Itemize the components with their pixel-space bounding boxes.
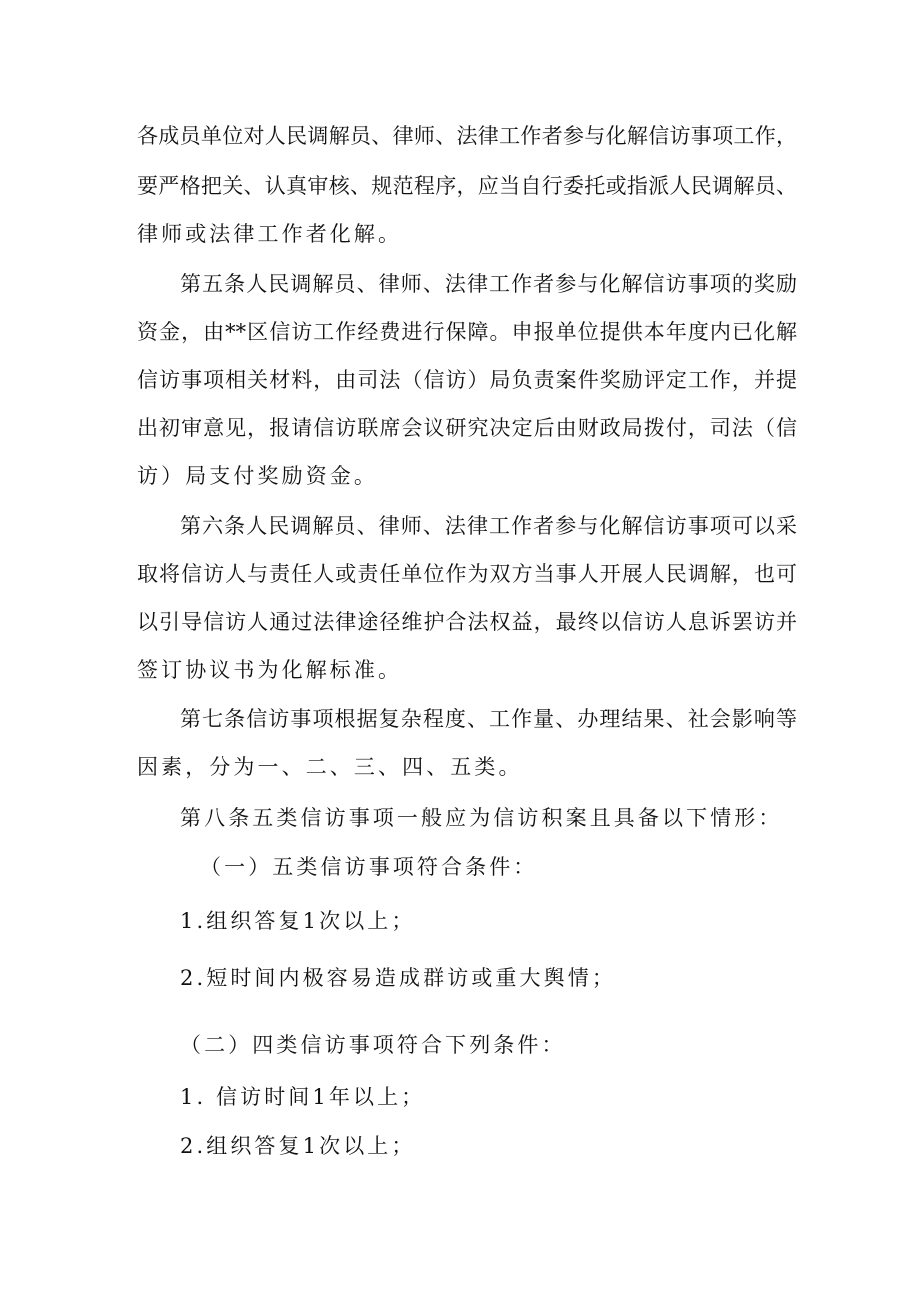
subsection-heading: （二）四类信访事项符合下列条件：: [180, 1033, 566, 1057]
paragraph-line: 签订协议书为化解标准。: [137, 658, 403, 682]
article-8-line: 第八条五类信访事项一般应为信访积案且具备以下情形：: [180, 806, 783, 830]
list-item: 2.组织答复1次以上；: [180, 1134, 416, 1158]
list-item: 1. 信访时间1年以上；: [180, 1085, 426, 1109]
article-7-line: 第七条信访事项根据复杂程度、工作量、办理结果、社会影响等: [180, 707, 797, 731]
paragraph-line: 资金，由**区信访工作经费进行保障。申报单位提供本年度内已化解: [137, 320, 797, 344]
article-6-line: 第六条人民调解员、律师、法律工作者参与化解信访事项可以采: [180, 514, 797, 538]
paragraph-line: 因素，分为一、二、三、四、五类。: [137, 755, 523, 779]
paragraph-line: 以引导信访人通过法律途径维护合法权益，最终以信访人息诉罢访并: [137, 610, 797, 634]
paragraph-line: 信访事项相关材料，由司法（信访）局负责案件奖励评定工作，并提: [137, 368, 797, 392]
list-item: 1.组织答复1次以上；: [180, 909, 416, 933]
paragraph-line: 律师或法律工作者化解。: [137, 222, 403, 246]
paragraph-line: 取将信访人与责任人或责任单位作为双方当事人开展人民调解，也可: [137, 562, 797, 586]
list-item: 2.短时间内极容易造成群访或重大舆情；: [180, 966, 616, 990]
article-5-line: 第五条人民调解员、律师、法律工作者参与化解信访事项的奖励: [180, 272, 797, 296]
paragraph-line: 访）局支付奖励资金。: [137, 464, 378, 488]
paragraph-line: 出初审意见，报请信访联席会议研究决定后由财政局拨付，司法（信: [137, 416, 797, 440]
paragraph-line: 各成员单位对人民调解员、律师、法律工作者参与化解信访事项工作，: [137, 124, 797, 148]
subsection-heading: （一）五类信访事项符合条件：: [200, 855, 538, 879]
paragraph-line: 要严格把关、认真审核、规范程序，应当自行委托或指派人民调解员、: [137, 174, 797, 198]
